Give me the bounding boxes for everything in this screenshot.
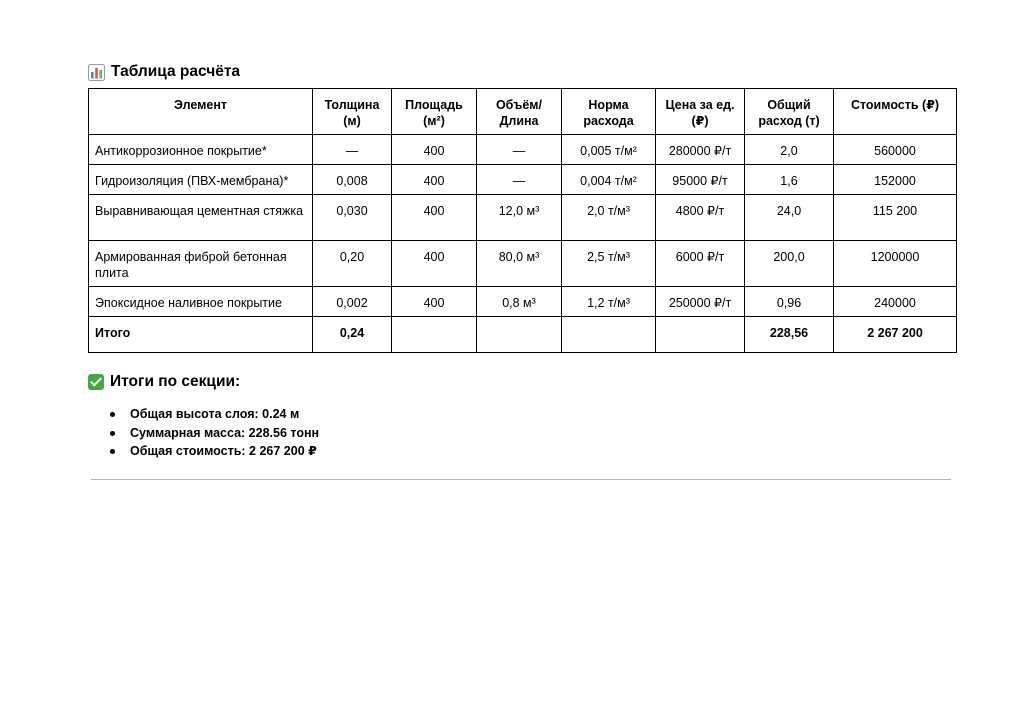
cell-area: 400	[392, 287, 477, 317]
summary-item-mass: Суммарная масса: 228.56 тонн	[108, 424, 319, 443]
cell-consumption: 1,6	[745, 165, 834, 195]
cell-cost: 152000	[834, 165, 957, 195]
horizontal-divider	[91, 479, 951, 480]
total-label: Итого	[89, 317, 313, 353]
cell-thickness: 0,008	[313, 165, 392, 195]
header-element: Элемент	[89, 89, 313, 135]
cell-price: 6000 ₽/т	[656, 241, 745, 287]
cell-volume: 80,0 м³	[477, 241, 562, 287]
table-row	[89, 287, 957, 317]
cell-element: Антикоррозионное покрытие*	[89, 135, 313, 165]
cell-area: 400	[392, 165, 477, 195]
cell-area: 400	[392, 135, 477, 165]
total-price	[656, 317, 745, 353]
bar-chart-icon	[88, 64, 105, 81]
cell-area: 400	[392, 195, 477, 241]
cell-volume: 12,0 м³	[477, 195, 562, 241]
header-area: Площадь (м²)	[392, 89, 477, 135]
cell-thickness: 0,002	[313, 287, 392, 317]
cell-volume: 0,8 м³	[477, 287, 562, 317]
cell-thickness: 0,030	[313, 195, 392, 241]
table-row	[89, 241, 957, 287]
summary-section-title	[88, 373, 240, 391]
table-total-row	[89, 317, 957, 353]
total-thickness: 0,24	[313, 317, 392, 353]
summary-item-cost: Общая стоимость: 2 267 200 ₽	[108, 442, 319, 461]
cell-cost: 115 200	[834, 195, 957, 241]
table-header-row	[89, 89, 957, 135]
table-row	[89, 135, 957, 165]
total-consumption: 228,56	[745, 317, 834, 353]
summary-list	[108, 405, 319, 461]
cell-price: 95000 ₽/т	[656, 165, 745, 195]
cell-thickness: 0,20	[313, 241, 392, 287]
header-cost: Стоимость (₽)	[834, 89, 957, 135]
cell-consumption: 0,96	[745, 287, 834, 317]
cell-volume: —	[477, 135, 562, 165]
calculation-table	[88, 88, 957, 353]
total-cost: 2 267 200	[834, 317, 957, 353]
header-total-consumption: Общий расход (т)	[745, 89, 834, 135]
cell-price: 250000 ₽/т	[656, 287, 745, 317]
cell-thickness: —	[313, 135, 392, 165]
total-area	[392, 317, 477, 353]
check-mark-icon	[88, 374, 104, 390]
total-volume	[477, 317, 562, 353]
summary-item-height: Общая высота слоя: 0.24 м	[108, 405, 319, 424]
cell-element: Эпоксидное наливное покрытие	[89, 287, 313, 317]
total-rate	[562, 317, 656, 353]
cell-element: Выравнивающая цементная стяжка	[89, 195, 313, 241]
table-row	[89, 165, 957, 195]
table-row	[89, 195, 957, 241]
cell-rate: 2,0 т/м³	[562, 195, 656, 241]
cell-rate: 0,004 т/м²	[562, 165, 656, 195]
cell-cost: 1200000	[834, 241, 957, 287]
cell-consumption: 200,0	[745, 241, 834, 287]
cell-cost: 560000	[834, 135, 957, 165]
cell-price: 4800 ₽/т	[656, 195, 745, 241]
cell-rate: 1,2 т/м³	[562, 287, 656, 317]
summary-section-title-text: Итоги по секции:	[110, 373, 241, 390]
header-unit-price: Цена за ед. (₽)	[656, 89, 745, 135]
cell-element: Гидроизоляция (ПВХ-мембрана)*	[89, 165, 313, 195]
table-section-title-text: Таблица расчёта	[111, 63, 241, 80]
cell-consumption: 24,0	[745, 195, 834, 241]
cell-area: 400	[392, 241, 477, 287]
cell-consumption: 2,0	[745, 135, 834, 165]
cell-element: Армированная фиброй бетонная плита	[89, 241, 313, 287]
cell-cost: 240000	[834, 287, 957, 317]
cell-price: 280000 ₽/т	[656, 135, 745, 165]
cell-rate: 0,005 т/м²	[562, 135, 656, 165]
cell-rate: 2,5 т/м³	[562, 241, 656, 287]
cell-volume: —	[477, 165, 562, 195]
header-consumption-rate: Норма расхода	[562, 89, 656, 135]
header-thickness: Толщина (м)	[313, 89, 392, 135]
header-volume-length: Объём/ Длина	[477, 89, 562, 135]
table-section-title	[88, 63, 240, 81]
